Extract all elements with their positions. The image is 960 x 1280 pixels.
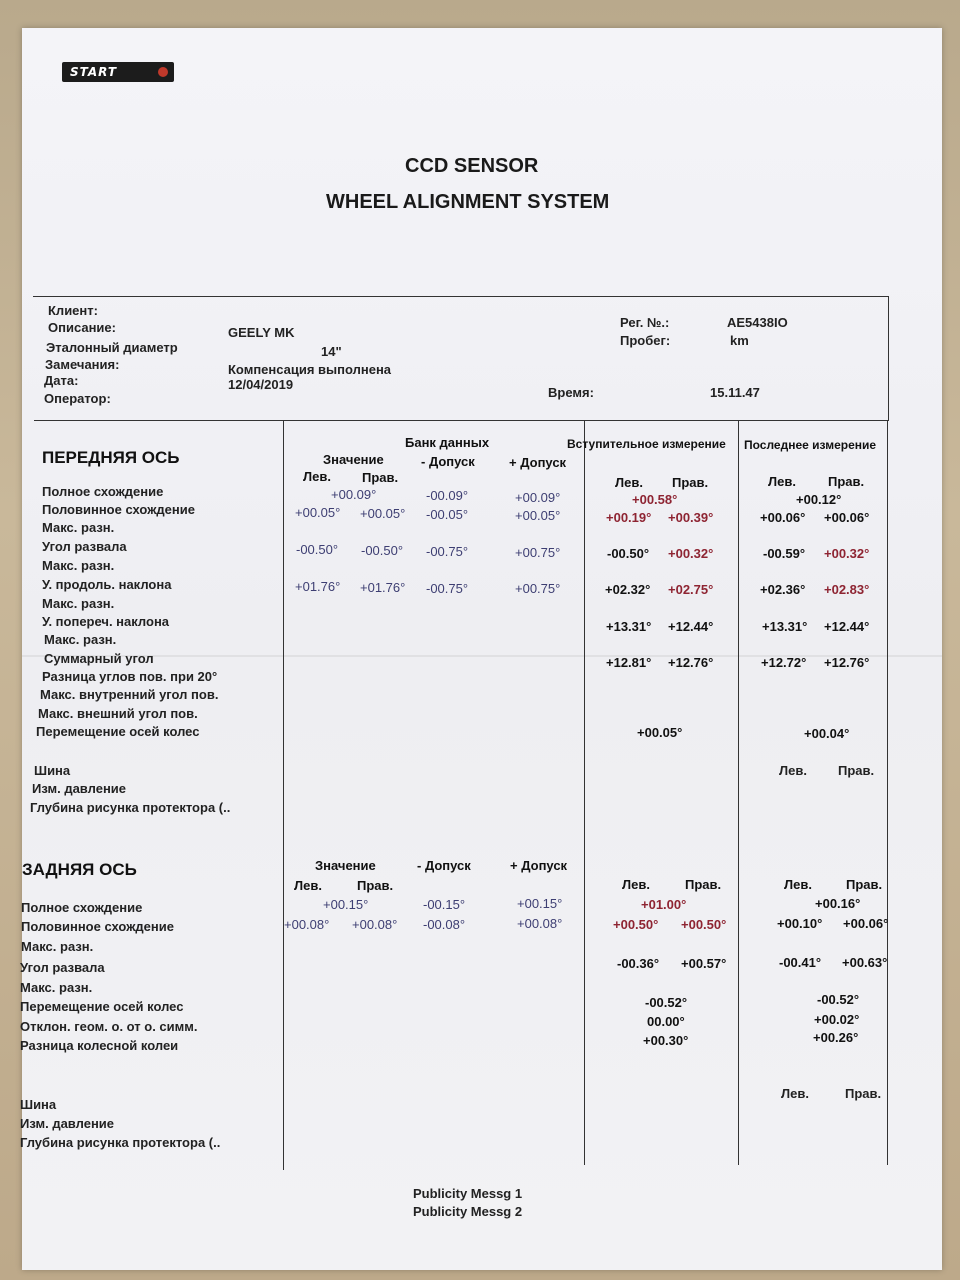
front-plus-cell: +00.05° — [515, 508, 561, 523]
mileage-unit: km — [730, 333, 749, 348]
time-value: 15.11.47 — [710, 385, 760, 400]
reg-label: Рег. №.: — [620, 315, 670, 330]
rear-initial-right-cell: +00.50° — [681, 917, 727, 932]
front-initial-left-cell: -00.50° — [607, 546, 650, 561]
front-value-left-cell: +01.76° — [295, 579, 341, 594]
initial-measure-header: Вступительное измерение — [567, 437, 726, 451]
notes-value: Компенсация выполнена — [228, 362, 392, 377]
front-row-label: Макс. внешний угол пов. — [38, 706, 198, 721]
rear-tire-left-header: Лев. — [781, 1086, 809, 1101]
front-final-left-cell: +13.31° — [762, 619, 808, 634]
front-final-left-cell: +00.06° — [760, 510, 806, 525]
front-tread-label: Глубина рисунка протектора (.. — [30, 800, 231, 815]
time-label: Время: — [548, 385, 594, 400]
rear-minus-cell: -00.15° — [423, 897, 466, 912]
front-final-left-cell: +02.36° — [760, 582, 806, 597]
front-value-left-header: Лев. — [303, 469, 331, 484]
rear-row-label: Полное схождение — [21, 900, 143, 915]
date-value: 12/04/2019 — [228, 377, 294, 392]
front-minus-cell: -00.75° — [426, 544, 469, 559]
front-initial-left-cell: +13.31° — [606, 619, 652, 634]
databank-header: Банк данных — [405, 435, 490, 450]
front-row-label: У. попереч. наклона — [42, 614, 170, 629]
front-initial-right-cell: +12.44° — [668, 619, 714, 634]
front-plus-tol-header: + Допуск — [509, 455, 567, 470]
front-final-left-cell: -00.59° — [763, 546, 806, 561]
rear-plus-cell: +00.08° — [517, 916, 563, 931]
rear-final-cell: +00.16° — [815, 896, 861, 911]
front-initial-left-cell: +00.19° — [606, 510, 652, 525]
front-row-label: Перемещение осей колес — [36, 724, 200, 739]
front-minus-cell: -00.75° — [426, 581, 469, 596]
front-value-header: Значение — [323, 452, 384, 467]
front-value-cell: +00.09° — [331, 487, 377, 502]
rear-final-cell: +00.02° — [814, 1012, 860, 1027]
final-measure-header: Последнее измерение — [744, 438, 877, 452]
rear-row-label: Макс. разн. — [21, 939, 94, 954]
rear-initial-left-cell: +00.50° — [613, 917, 659, 932]
rear-final-cell: -00.52° — [817, 992, 860, 1007]
divider-initial — [584, 420, 585, 1165]
rear-tire-right-header: Прав. — [845, 1086, 882, 1101]
front-row-label: Макс. разн. — [42, 558, 115, 573]
front-value-right-cell: -00.50° — [361, 543, 404, 558]
rear-initial-right-header: Прав. — [685, 877, 722, 892]
rear-initial-cell: -00.52° — [645, 995, 688, 1010]
front-initial-left-cell: +12.81° — [606, 655, 652, 670]
front-plus-cell: +00.75° — [515, 545, 561, 560]
paper-sheet — [22, 28, 942, 1270]
rear-initial-left-cell: -00.36° — [617, 956, 660, 971]
front-initial-left-header: Лев. — [615, 475, 643, 490]
front-final-right-cell: +12.44° — [824, 619, 870, 634]
front-plus-cell: +00.09° — [515, 490, 561, 505]
rear-final-left-cell: -00.41° — [779, 955, 822, 970]
front-initial-right-cell: +00.32° — [668, 546, 714, 561]
rear-final-left-header: Лев. — [784, 877, 812, 892]
front-final-cell: +00.12° — [796, 492, 842, 507]
rear-row-label: Отклон. геом. о. от о. симм. — [20, 1019, 198, 1034]
rear-minus-tol-header: - Допуск — [417, 858, 471, 873]
front-initial-right-header: Прав. — [672, 475, 709, 490]
rear-row-label: Разница колесной колеи — [20, 1038, 179, 1053]
front-row-label: Суммарный угол — [44, 651, 154, 666]
title-line-1: CCD SENSOR — [405, 155, 539, 177]
date-label: Дата: — [44, 373, 79, 388]
rear-final-right-cell: +00.63° — [842, 955, 888, 970]
divider-final — [738, 420, 739, 1165]
front-row-label: Макс. внутренний угол пов. — [40, 687, 219, 702]
front-tire-left-header: Лев. — [779, 763, 807, 778]
rear-value-left-cell: +00.08° — [284, 917, 330, 932]
front-pressure-label: Изм. давление — [32, 781, 127, 796]
front-value-right-cell: +01.76° — [360, 580, 406, 595]
rear-value-cell: +00.15° — [323, 897, 369, 912]
front-final-left-header: Лев. — [768, 474, 796, 489]
front-value-left-cell: +00.05° — [295, 505, 341, 520]
publicity-message-1: Publicity Messg 1 — [413, 1186, 523, 1201]
front-row-label: Полное схождение — [42, 484, 164, 499]
front-final-left-cell: +12.72° — [761, 655, 807, 670]
front-row-label: Макс. разн. — [42, 596, 115, 611]
diameter-value: 14" — [321, 344, 342, 359]
front-initial-right-cell: +00.39° — [668, 510, 714, 525]
rear-row-label: Перемещение осей колес — [20, 999, 184, 1014]
operator-label: Оператор: — [44, 391, 111, 406]
front-row-label: Макс. разн. — [44, 632, 117, 647]
rear-row-label: Макс. разн. — [20, 980, 93, 995]
notes-label: Замечания: — [45, 357, 120, 372]
front-initial-left-cell: +02.32° — [605, 582, 651, 597]
rear-pressure-label: Изм. давление — [20, 1116, 115, 1131]
rear-value-header: Значение — [315, 858, 376, 873]
rear-initial-left-header: Лев. — [622, 877, 650, 892]
rear-initial-cell: 00.00° — [647, 1014, 685, 1029]
divider-right — [887, 420, 888, 1165]
front-value-left-cell: -00.50° — [296, 542, 339, 557]
front-minus-tol-header: - Допуск — [421, 454, 475, 469]
logo-dot-icon — [158, 67, 168, 77]
client-label: Клиент: — [48, 303, 98, 318]
reg-value: AE5438IO — [727, 315, 788, 330]
table-top-rule — [34, 420, 888, 421]
front-initial-cell: +00.58° — [632, 492, 678, 507]
rear-initial-cell: +01.00° — [641, 897, 687, 912]
rear-value-left-header: Лев. — [294, 878, 322, 893]
rear-plus-tol-header: + Допуск — [510, 858, 568, 873]
front-initial-cell: +00.05° — [637, 725, 683, 740]
front-final-right-cell: +00.32° — [824, 546, 870, 561]
publicity-message-2: Publicity Messg 2 — [413, 1204, 523, 1219]
rear-tire-label: Шина — [20, 1097, 57, 1112]
front-row-label: Макс. разн. — [42, 520, 115, 535]
front-plus-cell: +00.75° — [515, 581, 561, 596]
rear-final-cell: +00.26° — [813, 1030, 859, 1045]
rear-initial-right-cell: +00.57° — [681, 956, 727, 971]
front-tire-right-header: Прав. — [838, 763, 875, 778]
front-axle-title: ПЕРЕДНЯЯ ОСЬ — [42, 448, 180, 467]
front-minus-cell: -00.09° — [426, 488, 469, 503]
front-final-cell: +00.04° — [804, 726, 850, 741]
rear-final-right-header: Прав. — [846, 877, 883, 892]
mileage-label: Пробег: — [620, 333, 671, 348]
rear-value-right-cell: +00.08° — [352, 917, 398, 932]
rear-row-label: Половинное схождение — [21, 919, 174, 934]
title-line-2: WHEEL ALIGNMENT SYSTEM — [326, 191, 610, 213]
front-final-right-cell: +00.06° — [824, 510, 870, 525]
diameter-label: Эталонный диаметр — [46, 340, 178, 355]
front-value-right-cell: +00.05° — [360, 506, 406, 521]
front-row-label: У. продоль. наклона — [42, 577, 172, 592]
rear-initial-cell: +00.30° — [643, 1033, 689, 1048]
description-value: GEELY MK — [228, 325, 295, 340]
description-label: Описание: — [48, 320, 116, 335]
rear-plus-cell: +00.15° — [517, 896, 563, 911]
rear-final-left-cell: +00.10° — [777, 916, 823, 931]
front-row-label: Разница углов пов. при 20° — [42, 669, 218, 684]
front-final-right-header: Прав. — [828, 474, 865, 489]
front-tire-label: Шина — [34, 763, 71, 778]
rear-axle-title: ЗАДНЯЯ ОСЬ — [22, 860, 137, 879]
rear-tread-label: Глубина рисунка протектора (.. — [20, 1135, 221, 1150]
rear-minus-cell: -00.08° — [423, 917, 466, 932]
front-final-right-cell: +02.83° — [824, 582, 870, 597]
front-final-right-cell: +12.76° — [824, 655, 870, 670]
front-initial-right-cell: +12.76° — [668, 655, 714, 670]
front-minus-cell: -00.05° — [426, 507, 469, 522]
front-row-label: Половинное схождение — [42, 502, 195, 517]
rear-row-label: Угол развала — [20, 960, 105, 975]
front-value-right-header: Прав. — [362, 470, 399, 485]
rear-value-right-header: Прав. — [357, 878, 394, 893]
front-initial-right-cell: +02.75° — [668, 582, 714, 597]
rear-final-right-cell: +00.06° — [843, 916, 889, 931]
start-logo — [62, 62, 174, 82]
front-row-label: Угол развала — [42, 539, 127, 554]
divider-databank — [283, 420, 284, 1170]
logo-text: START — [70, 65, 118, 79]
